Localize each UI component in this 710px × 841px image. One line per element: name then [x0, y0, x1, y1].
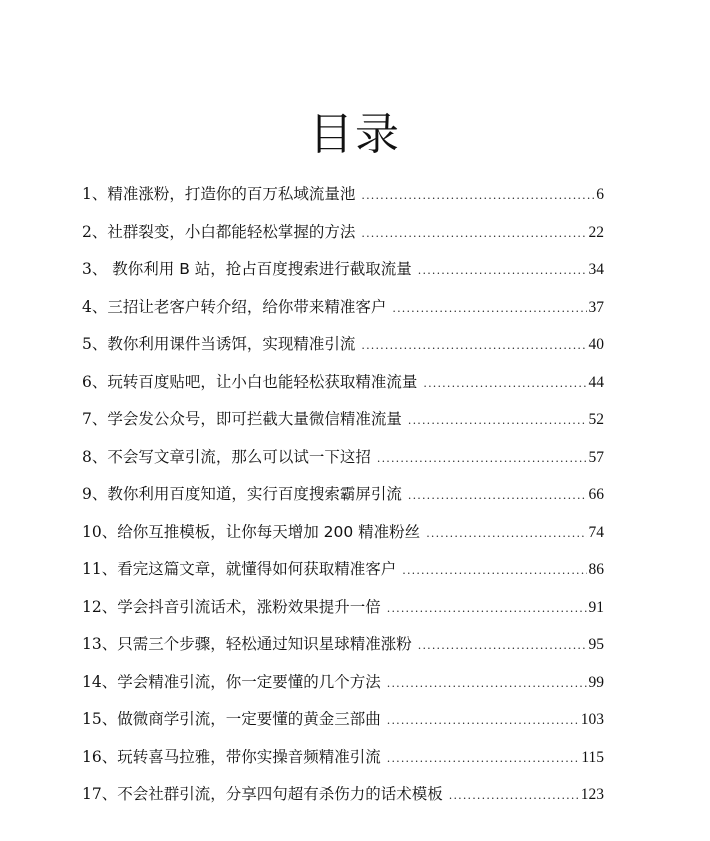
toc-entry-title: 玩转百度贴吧，让小白也能轻松获取精准流量 [107, 372, 418, 391]
toc-entry-page: 115 [581, 748, 604, 766]
toc-entry-number: 13、 [82, 635, 118, 653]
toc-entry [82, 214, 604, 252]
toc-dot-leader [387, 740, 580, 778]
toc-entry-number: 14、 [82, 672, 118, 691]
toc-entry-number: 3、 [82, 260, 108, 278]
toc-entry [82, 551, 604, 589]
toc-dot-leader [423, 365, 586, 403]
toc-entry [82, 326, 604, 364]
toc-entry-title: 三招让老客户转介绍，给你带来精准客户 [107, 297, 387, 316]
toc-entry-number: 11、 [82, 560, 118, 578]
toc-entry-title: 教你利用 B 站，抢占百度搜索进行截取流量 [107, 260, 412, 278]
toc-entry-number: 7、 [82, 410, 108, 428]
toc-entry-title: 不会写文章引流，那么可以试一下这招 [107, 447, 371, 466]
toc-entry-number: 16、 [82, 747, 118, 766]
toc-entry-page: 86 [588, 561, 604, 578]
toc-entry-page: 103 [580, 711, 604, 728]
toc-entry-title: 做微商学引流，一定要懂的黄金三部曲 [117, 710, 381, 728]
toc-entry-page: 6 [596, 186, 604, 203]
toc-dot-leader [377, 440, 587, 478]
toc-dot-leader [402, 552, 586, 590]
toc-entry-number: 9、 [82, 485, 108, 503]
toc-entry-number: 8、 [82, 447, 108, 466]
toc-entry-page: 99 [588, 673, 604, 691]
toc-entry-number: 17、 [82, 785, 118, 803]
toc-entry-title: 玩转喜马拉雅，带你实操音频精准引流 [117, 747, 381, 766]
toc-dot-leader [418, 627, 587, 665]
toc-entry-page: 44 [588, 373, 604, 391]
toc-entry-page: 40 [588, 336, 604, 353]
toc-entry-page: 123 [580, 786, 604, 803]
table-of-contents [82, 176, 604, 814]
toc-entry-page: 52 [588, 411, 604, 428]
toc-dot-leader [449, 777, 579, 815]
toc-entry-title: 学会精准引流，你一定要懂的几个方法 [117, 672, 381, 691]
toc-entry-title: 看完这篇文章，就懂得如何获取精准客户 [117, 560, 397, 578]
toc-entry-number: 12、 [82, 597, 118, 616]
toc-entry [82, 439, 604, 477]
page-title: 目录 [309, 109, 401, 161]
toc-dot-leader [387, 590, 587, 628]
toc-entry-title: 社群裂变，小白都能轻松掌握的方法 [107, 222, 356, 241]
toc-entry-number: 2、 [82, 222, 108, 241]
toc-entry [82, 626, 604, 664]
toc-entry-page: 34 [588, 261, 604, 278]
toc-entry-title: 只需三个步骤，轻松通过知识星球精准涨粉 [117, 635, 412, 653]
toc-dot-leader [392, 290, 586, 328]
toc-entry [82, 701, 604, 739]
toc-dot-leader [408, 402, 587, 440]
toc-entry-number: 6、 [82, 372, 108, 391]
toc-entry-title: 学会发公众号，即可拦截大量微信精准流量 [107, 410, 402, 428]
toc-dot-leader [361, 327, 586, 365]
toc-entry-number: 5、 [82, 335, 108, 353]
toc-dot-leader [387, 702, 579, 740]
toc-entry-number: 1、 [82, 185, 108, 203]
toc-entry [82, 514, 604, 552]
toc-entry-number: 10、 [82, 522, 118, 541]
toc-entry [82, 251, 604, 289]
toc-dot-leader [361, 215, 586, 253]
toc-entry-title: 精准涨粉，打造你的百万私域流量池 [107, 185, 356, 203]
toc-entry-page: 74 [588, 523, 604, 541]
toc-entry [82, 289, 604, 327]
toc-entry-page: 57 [588, 448, 604, 466]
toc-entry [82, 176, 604, 214]
toc-entry-number: 4、 [82, 297, 108, 316]
toc-entry [82, 664, 604, 702]
toc-entry [82, 739, 604, 777]
toc-dot-leader [387, 665, 587, 703]
toc-entry-title: 教你利用百度知道，实行百度搜索霸屏引流 [107, 485, 402, 503]
toc-entry-title: 学会抖音引流话术，涨粉效果提升一倍 [117, 597, 381, 616]
toc-entry-number: 15、 [82, 710, 118, 728]
toc-entry [82, 364, 604, 402]
toc-entry-title: 教你利用课件当诱饵，实现精准引流 [107, 335, 356, 353]
toc-dot-leader [361, 177, 594, 215]
toc-entry-page: 66 [588, 486, 604, 503]
toc-dot-leader [418, 252, 587, 290]
toc-entry [82, 589, 604, 627]
toc-dot-leader [408, 477, 587, 515]
toc-entry [82, 401, 604, 439]
toc-entry-page: 91 [588, 598, 604, 616]
toc-entry-title: 不会社群引流，分享四句超有杀伤力的话术模板 [117, 785, 443, 803]
toc-entry [82, 476, 604, 514]
toc-entry [82, 776, 604, 814]
toc-entry-title: 给你互推模板，让你每天增加 200 精准粉丝 [117, 522, 421, 541]
toc-entry-page: 95 [588, 636, 604, 653]
toc-entry-page: 22 [588, 223, 604, 241]
toc-entry-page: 37 [588, 298, 604, 316]
toc-dot-leader [426, 515, 586, 553]
